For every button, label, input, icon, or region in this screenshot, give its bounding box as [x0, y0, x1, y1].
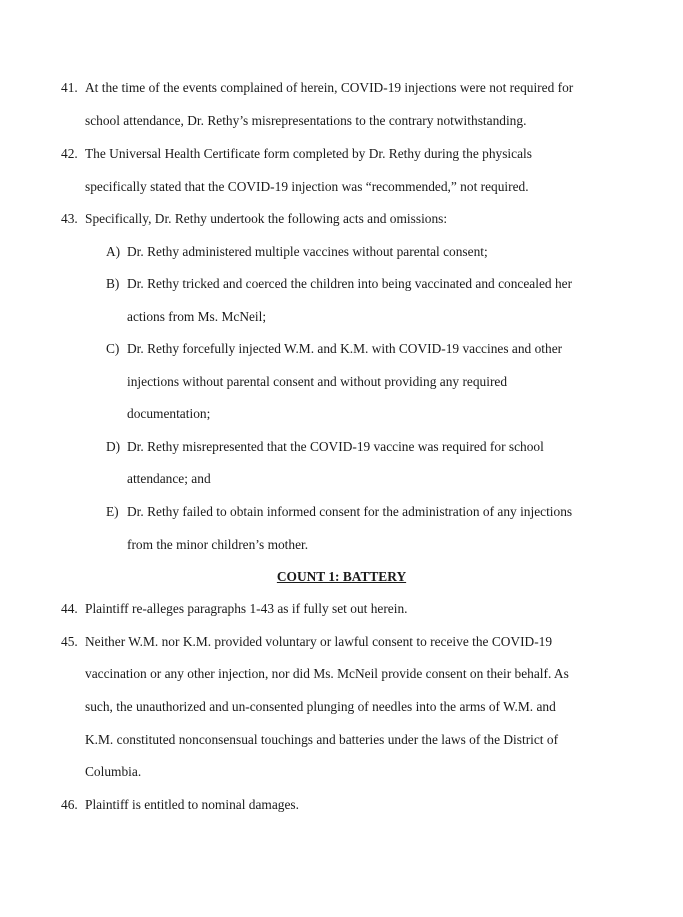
- paragraph-number: 43.: [61, 211, 78, 226]
- subitem-text: Dr. Rethy forcefully injected W.M. and K.M. with COVID-19 vaccines and other: [127, 341, 563, 356]
- paragraph-number: 46.: [61, 797, 78, 812]
- paragraph-number: 42.: [61, 146, 78, 161]
- paragraph-text: Plaintiff re-alleges paragraphs 1-43 as if fully set out herein.: [85, 601, 408, 616]
- subitem-letter: D): [106, 439, 121, 454]
- paragraph-text: such, the unauthorized and un-consented plunging of needles into the arms of W.M. and: [85, 699, 556, 714]
- subitem-text: actions from Ms. McNeil;: [127, 309, 267, 324]
- subitem-letter: B): [106, 276, 120, 291]
- subitem-text: from the minor children’s mother.: [127, 537, 309, 552]
- subitem-text: Dr. Rethy tricked and coerced the children into being vaccinated and concealed her: [127, 276, 573, 291]
- paragraph-text: The Universal Health Certificate form completed by Dr. Rethy during the physicals: [85, 146, 532, 161]
- paragraph-number: 41.: [61, 80, 78, 95]
- subitem-text: Dr. Rethy administered multiple vaccines without parental consent;: [127, 244, 488, 259]
- paragraph-text: specifically stated that the COVID-19 injection was “recommended,” not required.: [85, 179, 529, 194]
- paragraph-number: 44.: [61, 601, 78, 616]
- paragraph-text: At the time of the events complained of herein, COVID-19 injections were not required for: [85, 80, 574, 95]
- paragraph-text: Specifically, Dr. Rethy undertook the following acts and omissions:: [85, 211, 448, 226]
- subitem-text: attendance; and: [127, 471, 211, 486]
- subitem-text: Dr. Rethy misrepresented that the COVID-19 vaccine was required for school: [127, 439, 544, 454]
- paragraph-number: 45.: [61, 634, 78, 649]
- paragraph-text: Plaintiff is entitled to nominal damages.: [85, 797, 299, 812]
- section-heading: COUNT 1: BATTERY: [276, 569, 407, 584]
- subitem-text: documentation;: [127, 406, 211, 421]
- subitem-letter: A): [106, 244, 121, 259]
- subitem-letter: E): [106, 504, 119, 519]
- subitem-text: Dr. Rethy failed to obtain informed consent for the administration of any injections: [127, 504, 573, 519]
- subitem-letter: C): [106, 341, 120, 356]
- subitem-text: injections without parental consent and without providing any required: [127, 374, 508, 389]
- paragraph-text: school attendance, Dr. Rethy’s misrepresentations to the contrary notwithstanding.: [85, 113, 527, 128]
- paragraph-text: K.M. constituted nonconsensual touchings and batteries under the laws of the District of: [85, 732, 559, 747]
- paragraph-text: vaccination or any other injection, nor did Ms. McNeil provide consent on their behalf. As: [85, 666, 569, 681]
- paragraph-text: Columbia.: [85, 764, 142, 779]
- paragraph-text: Neither W.M. nor K.M. provided voluntary or lawful consent to receive the COVID-19: [85, 634, 553, 649]
